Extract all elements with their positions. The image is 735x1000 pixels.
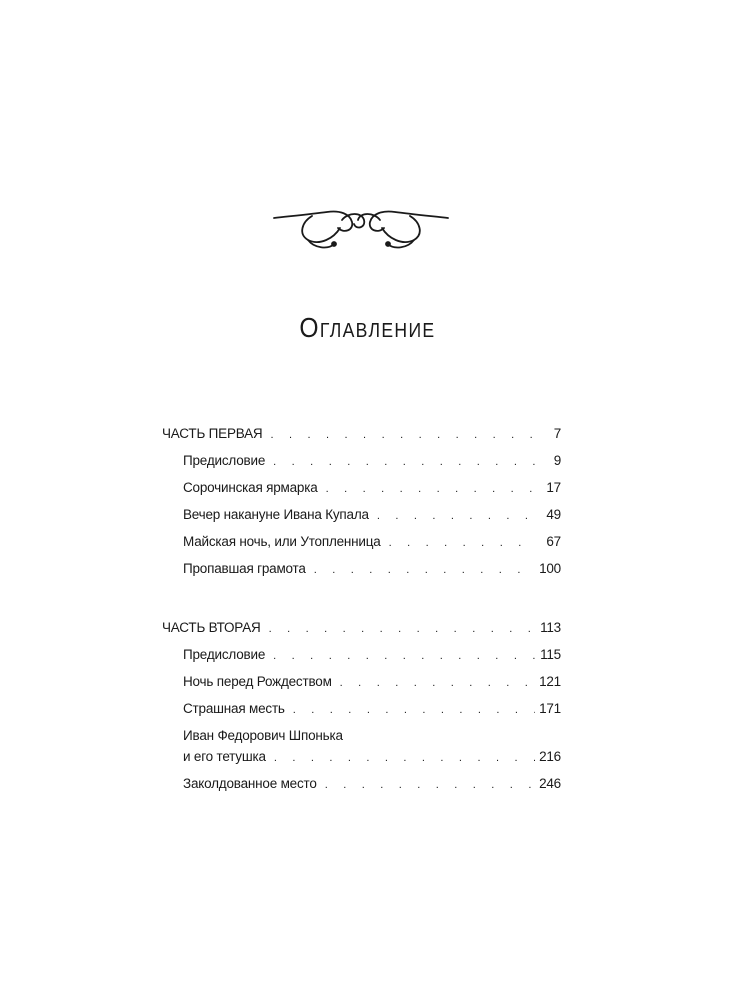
toc-part-2 (162, 620, 561, 647)
toc-entry (162, 701, 561, 728)
page-number: 100 (539, 561, 561, 576)
section-spacer (162, 588, 561, 620)
entry-title: Вечер накануне Ивана Купала (183, 507, 369, 522)
page-number: 216 (539, 749, 561, 764)
toc-entry (162, 507, 561, 534)
toc-entry (162, 749, 561, 776)
leader-dots (293, 704, 535, 716)
page-number: 49 (546, 507, 561, 522)
page-number: 67 (546, 534, 561, 549)
page-number: 246 (539, 776, 561, 791)
toc-entry (162, 534, 561, 561)
flourish-ornament-icon (272, 198, 450, 254)
page-number: 113 (540, 620, 561, 635)
leader-dots (325, 779, 535, 791)
toc-entry (162, 776, 561, 803)
leader-dots (340, 677, 535, 689)
toc-entry (162, 647, 561, 674)
leader-dots (274, 752, 535, 764)
leader-dots (314, 564, 535, 576)
entry-title: Страшная месть (183, 701, 285, 716)
toc-entry (162, 561, 561, 588)
page-number: 17 (546, 480, 561, 495)
table-of-contents (162, 426, 561, 803)
leader-dots (271, 429, 536, 441)
leader-dots (377, 510, 535, 522)
entry-title: и его тетушка (183, 749, 266, 764)
page-number: 7 (553, 426, 561, 441)
entry-title: Предисловие (183, 647, 266, 662)
toc-part-1 (162, 426, 561, 453)
toc-entry (162, 453, 561, 480)
leader-dots (326, 483, 535, 495)
entry-title: Предисловие (183, 453, 266, 468)
leader-dots (389, 537, 535, 549)
entry-title: Сорочинская ярмарка (183, 480, 318, 495)
toc-entry (162, 674, 561, 701)
toc-entry (162, 480, 561, 507)
toc-entry-first-line (162, 728, 561, 749)
leader-dots (269, 623, 535, 635)
page-number: 121 (539, 674, 561, 689)
leader-dots (273, 650, 535, 662)
page-number: 171 (539, 701, 561, 716)
leader-dots (273, 456, 535, 468)
part-label: ЧАСТЬ ВТОРАЯ (162, 620, 261, 635)
page-number: 9 (553, 453, 561, 468)
entry-title: Заколдованное место (183, 776, 317, 791)
page-title: Оглавление (299, 312, 436, 343)
part-label: ЧАСТЬ ПЕРВАЯ (162, 426, 263, 441)
entry-title: Пропавшая грамота (183, 561, 306, 576)
page-number: 115 (540, 647, 561, 662)
entry-title: Иван Федорович Шпонька (183, 728, 343, 743)
entry-title: Ночь перед Рождеством (183, 674, 332, 689)
entry-title: Майская ночь, или Утопленница (183, 534, 381, 549)
